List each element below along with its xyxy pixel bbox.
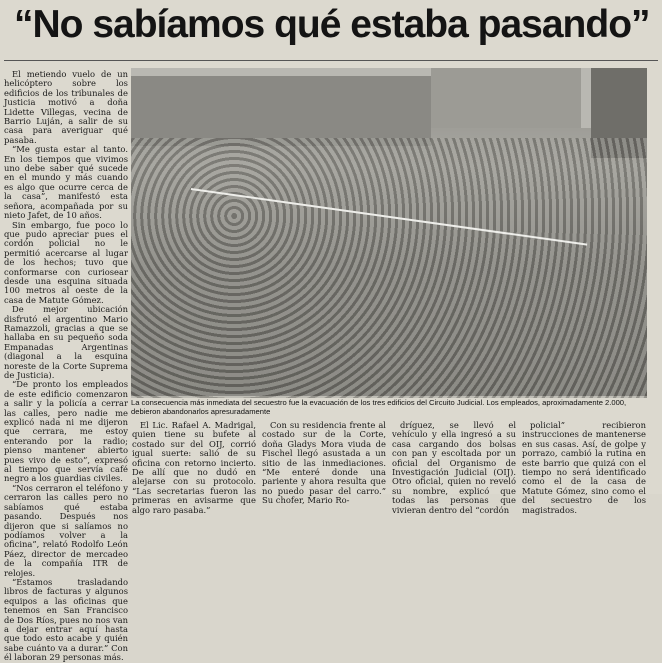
paragraph: El metiendo vuelo de un helicóptero sobre los edificios de los tribunales de Justicia motivó a doña Lidette Villegas, vecina de Barrio Luján, a salir de su casa para averiguar qué pasaba. xyxy=(4,69,128,145)
photo-caption: La consecuencia más inmediata del secuestro fue la evacuación de los tres edificios del Circuito Judicial. Los empleados, aproximadamente 2.000, debieron abandonarlos apresuradamente xyxy=(131,398,627,416)
article-column-bottom-2 xyxy=(262,420,386,506)
headline: “No sabíamos qué estaba pasando” xyxy=(14,3,650,46)
paragraph: “Estamos trasladando libros de facturas y algunos equipos a las oficinas que tenemos en San Francisco de Dos Ríos, pues no nos van a dejar entrar aquí hasta que todo esto acabe y quién sabe cuánto va a durar.” Con él laboran 29 personas más. xyxy=(4,576,128,663)
crowd-photo xyxy=(131,68,647,396)
paragraph: De mejor ubicación disfrutó el argentino Mario Ramazzoli, gracias a que se hallaba en su pequeño soda Empanadas Argentinas (diagonal a la esquina noreste de la Corte Suprema de Justicia). xyxy=(4,304,128,380)
article-column-bottom-4 xyxy=(522,420,646,515)
paragraph: dríguez, se llevó el vehículo y ella ingresó a su casa cargando dos bolsas con pan y escoltada por un oficial del Organismo de Investigación Judicial (OIJ). Otro oficial, quien no reveló su nombre, explicó que todas las personas que vivieran dentro del “cordón xyxy=(392,420,516,515)
article-column-bottom-1 xyxy=(132,420,256,515)
paragraph: policial” recibieron instrucciones de mantenerse en sus casas. Así, de golpe y porrazo, cambió la rutina en este barrio que quizá con el tiempo no será identificado como el de la casa de Matute Gómez, sino como el del secuestro de los magistrados. xyxy=(522,420,646,515)
article-column-bottom-3 xyxy=(392,420,516,515)
paragraph: “Nos cerraron el teléfono y cerraron las calles pero no sabíamos qué estaba pasando. Después nos dijeron que si salíamos no podíamos volver a la oficina”, relató Rodolfo León Páez, director de mercadeo de la compañía ITR de relojes. xyxy=(4,482,128,578)
paragraph: El Lic. Rafael A. Madrigal, quien tiene su bufete al costado sur del OIJ, corrió igual suerte: salió de su oficina con retorno incierto. De allí que no dudó en alejarse con su protocolo. “Las secretarias fueron las primeras en avisarme que algo raro pasaba.” xyxy=(132,420,256,515)
article-column-left xyxy=(4,69,128,663)
paragraph: “Me gusta estar al tanto. En los tiempos que vivimos uno debe saber qué sucede en el mundo y más cuando es algo que ocurre cerca de la casa”, manifestó esta señora, acompañada por su nieto Jafet, de 10 años. xyxy=(4,144,128,221)
paragraph: Sin embargo, fue poco lo que pudo apreciar pues el cordón policial no le permitió acercarse al lugar de los hechos; tuvo que conformarse con curiosear desde una esquina situada 100 metros al oeste de la casa de Matute Gómez. xyxy=(4,219,128,305)
headline-rule xyxy=(4,60,658,61)
paragraph: Con su residencia frente al costado sur de la Corte, doña Gladys Mora viuda de Fischel llegó asustada a un sitio de las inmediaciones. “Me enteré donde una pariente y ahora resulta que no puedo pasar del carro.” Su chofer, Mario Ro- xyxy=(262,420,386,506)
paragraph: “De pronto los empleados de este edificio comenzaron a salir y la policía a cerrar las calles, pero nadie me explicó nada ni me dijeron que cerrara, me estoy enterando por la radio; pienso mantener abierto pues vivo de esto”, expresó al tiempo que servía café negro a los guardias civiles. xyxy=(4,379,128,484)
